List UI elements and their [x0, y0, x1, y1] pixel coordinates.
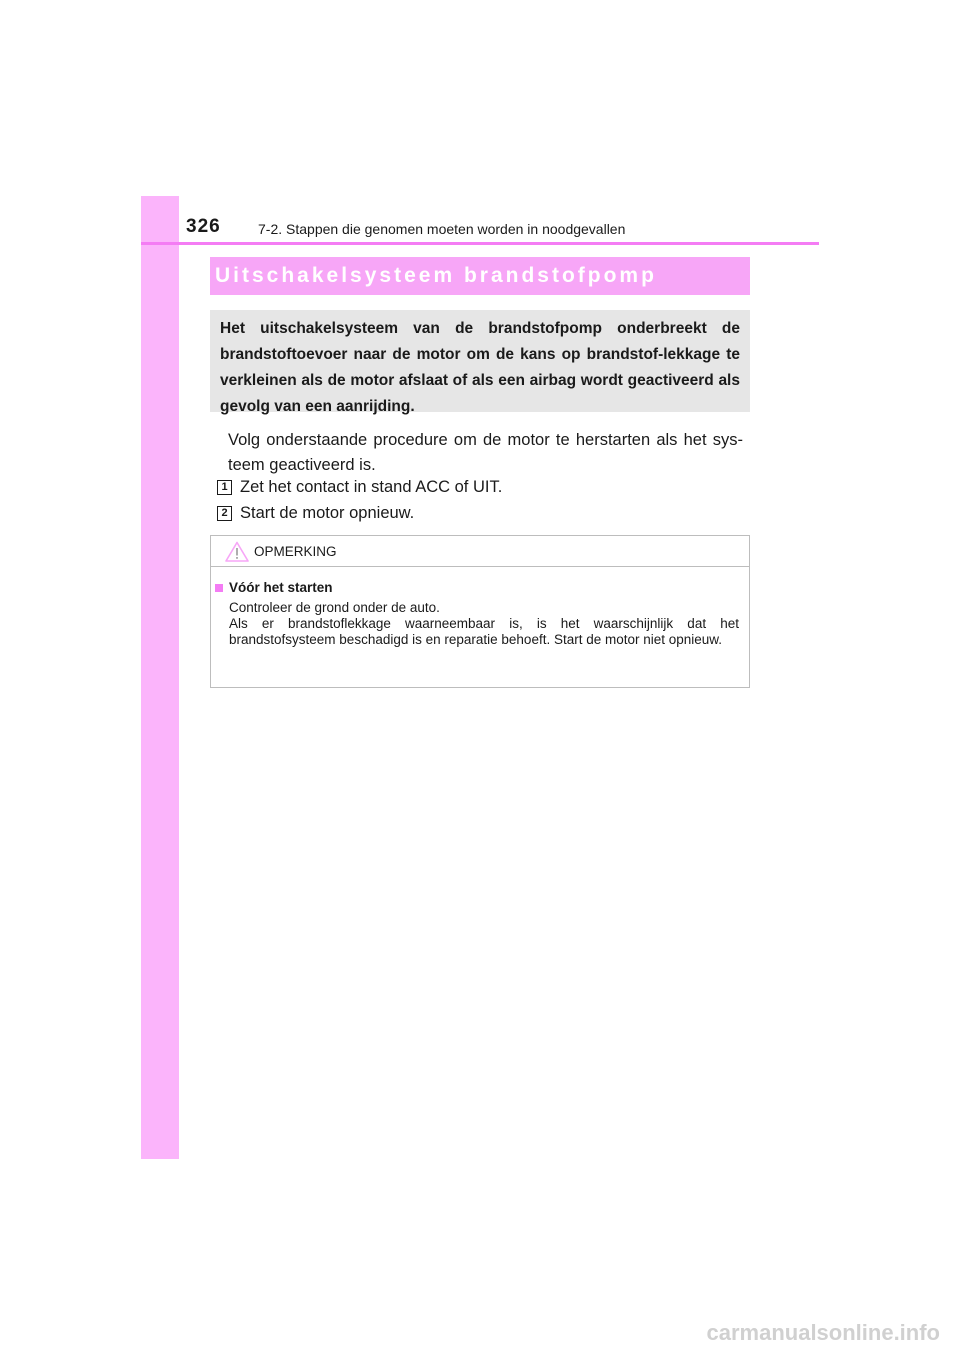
- body-paragraph: Volg onderstaande procedure om de motor te herstarten als het sys-teem geactiveerd is.: [228, 431, 743, 474]
- notice-header: [211, 536, 749, 567]
- header-divider: [141, 242, 819, 245]
- step-text: Start de motor opnieuw.: [240, 503, 415, 522]
- chapter-side-tab: [141, 196, 179, 1159]
- watermark: carmanualsonline.info: [706, 1320, 940, 1345]
- step-number-badge: 2: [217, 506, 232, 521]
- notice-line: Controleer de grond onder de auto.: [229, 600, 440, 615]
- intro-box: Het uitschakelsysteem van de brandstofpomp onderbreekt de brandstoftoevoer naar de motor om de kans op brandstof-lekkage te verkleinen als de motor afslaat of als een airbag wordt geactiveerd als gevolg van een aanrijding.: [210, 310, 750, 412]
- notice-line: Als er brandstoflekkage waarneembaar is, is het waarschijnlijk dat het brandstofsysteem beschadigd is en reparatie behoeft. Start de motor niet opnieuw.: [229, 616, 739, 647]
- step-text: Zet het contact in stand ACC of UIT.: [240, 477, 503, 496]
- step-1: [217, 475, 502, 499]
- notice-subtitle: Vóór het starten: [229, 580, 333, 595]
- notice-body: [229, 600, 739, 648]
- step-number-badge: 1: [217, 480, 232, 495]
- notice-subheading: [215, 580, 333, 595]
- step-2: [217, 501, 414, 525]
- page-number: 326: [186, 216, 221, 237]
- warning-triangle-icon: [225, 541, 249, 562]
- section-title-bar: [210, 257, 750, 295]
- notice-box: [210, 535, 750, 688]
- notice-label: OPMERKING: [254, 544, 337, 559]
- chapter-title: 7-2. Stappen die genomen moeten worden in noodgevallen: [258, 221, 626, 237]
- section-title: Uitschakelsysteem brandstofpomp: [215, 264, 657, 287]
- square-bullet-icon: [215, 584, 223, 592]
